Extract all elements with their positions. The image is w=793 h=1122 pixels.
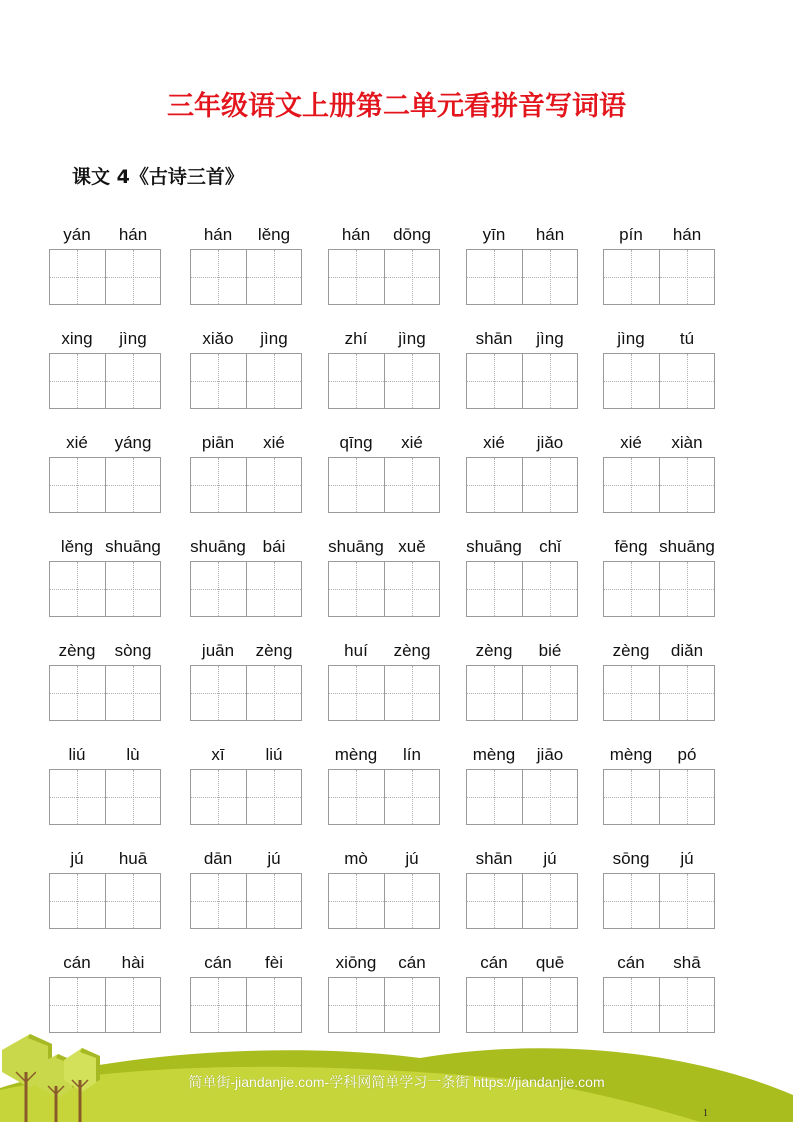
character-writing-cell[interactable] [659,666,714,720]
character-writing-cell[interactable] [105,562,160,616]
character-writing-cell[interactable] [384,666,439,720]
tianzige-box-pair [603,353,715,409]
character-writing-cell[interactable] [659,250,714,304]
lesson-heading: 课文 4《古诗三首》 [72,166,244,188]
pinyin-syllable-2: huā [118,849,148,868]
pinyin-label [603,849,715,873]
pinyin-label [328,537,440,561]
pinyin-label [466,641,578,665]
pinyin-syllable-1: zèng [475,641,513,660]
pinyin-syllable-2: xuě [398,537,426,556]
pinyin-label [466,953,578,977]
character-writing-cell[interactable] [191,250,246,304]
tianzige-box-pair [603,769,715,825]
character-writing-cell[interactable] [604,354,659,408]
character-writing-cell[interactable] [659,354,714,408]
pinyin-syllable-1: hán [203,225,233,244]
character-writing-cell[interactable] [384,458,439,512]
pinyin-label [466,537,578,561]
pinyin-syllable-1: cán [617,953,645,972]
tianzige-box-pair [328,873,440,929]
character-writing-cell[interactable] [522,458,577,512]
character-writing-cell[interactable] [604,666,659,720]
pinyin-syllable-2: cán [398,953,426,972]
pinyin-syllable-2: jìng [119,329,147,348]
character-writing-cell[interactable] [384,874,439,928]
tianzige-box-pair [466,561,578,617]
character-writing-cell[interactable] [246,770,301,824]
pinyin-syllable-1: mèng [334,745,378,764]
pinyin-label [328,849,440,873]
pinyin-syllable-1: yán [63,225,91,244]
character-writing-cell[interactable] [50,770,105,824]
pinyin-syllable-1: fēng [614,537,648,556]
tianzige-box-pair [190,353,302,409]
pinyin-syllable-2: diǎn [670,641,704,660]
pinyin-syllable-2: xié [263,433,285,452]
pinyin-syllable-2: zèng [255,641,293,660]
character-writing-cell[interactable] [50,666,105,720]
character-writing-cell[interactable] [522,562,577,616]
pinyin-syllable-2: jú [405,849,419,868]
word-row [0,745,793,849]
character-writing-cell[interactable] [105,666,160,720]
character-writing-cell[interactable] [467,770,522,824]
tianzige-box-pair [603,873,715,929]
character-writing-cell[interactable] [329,562,384,616]
pinyin-syllable-2: lù [126,745,140,764]
character-writing-cell[interactable] [522,250,577,304]
pinyin-syllable-1: lěng [60,537,94,556]
character-writing-cell[interactable] [191,666,246,720]
character-writing-cell[interactable] [191,354,246,408]
pinyin-syllable-1: xié [620,433,642,452]
tianzige-box-pair [603,665,715,721]
character-writing-cell[interactable] [522,770,577,824]
pinyin-label [190,849,302,873]
pinyin-syllable-1: pín [619,225,643,244]
tianzige-box-pair [466,457,578,513]
character-writing-cell[interactable] [105,770,160,824]
pinyin-label [49,953,161,977]
character-writing-cell[interactable] [105,354,160,408]
pinyin-syllable-1: jú [70,849,84,868]
pinyin-syllable-2: jiāo [536,745,564,764]
character-writing-cell[interactable] [604,874,659,928]
pinyin-syllable-2: hán [118,225,148,244]
tianzige-box-pair [466,249,578,305]
pinyin-syllable-1: shuāng [466,537,522,556]
pinyin-syllable-2: yáng [114,433,152,452]
pinyin-syllable-1: qīng [339,433,373,452]
pinyin-label [49,849,161,873]
word-row [0,537,793,641]
footer-watermark: 简单街-jiandanjie.com-学科网简单学习一条街 https://jiandanjie.com [188,1074,605,1090]
pinyin-syllable-1: hán [341,225,371,244]
pinyin-syllable-2: jìng [260,329,288,348]
pinyin-syllable-2: jìng [398,329,426,348]
character-writing-cell[interactable] [246,250,301,304]
pinyin-label [603,225,715,249]
character-writing-cell[interactable] [329,770,384,824]
pinyin-syllable-2: jú [680,849,694,868]
pinyin-syllable-2: hán [672,225,702,244]
character-writing-cell[interactable] [246,562,301,616]
pinyin-label [603,537,715,561]
word-row [0,225,793,329]
pinyin-label [190,329,302,353]
tianzige-box-pair [49,353,161,409]
tianzige-box-pair [328,249,440,305]
pinyin-label [466,329,578,353]
character-writing-cell[interactable] [384,354,439,408]
pinyin-syllable-2: pó [677,745,697,764]
tianzige-box-pair [466,665,578,721]
character-writing-cell[interactable] [50,354,105,408]
word-row [0,329,793,433]
tianzige-box-pair [190,249,302,305]
pinyin-label [190,537,302,561]
character-writing-cell[interactable] [467,666,522,720]
pinyin-syllable-2: shuāng [659,537,715,556]
pinyin-label [49,329,161,353]
tianzige-box-pair [603,561,715,617]
character-writing-cell[interactable] [105,874,160,928]
pinyin-syllable-1: jìng [617,329,645,348]
pinyin-syllable-2: lín [403,745,421,764]
tianzige-box-pair [328,561,440,617]
word-row [0,433,793,537]
pinyin-label [49,745,161,769]
pinyin-syllable-1: shān [475,329,513,348]
pinyin-syllable-2: lěng [257,225,291,244]
pinyin-syllable-1: zèng [58,641,96,660]
character-writing-cell[interactable] [50,458,105,512]
character-writing-cell[interactable] [246,458,301,512]
pinyin-syllable-1: yīn [482,225,506,244]
pinyin-syllable-1: mèng [472,745,516,764]
page-number: 1 [703,1108,708,1119]
pinyin-label [466,433,578,457]
pinyin-syllable-1: cán [204,953,232,972]
pinyin-label [49,537,161,561]
character-writing-cell[interactable] [659,562,714,616]
character-writing-cell[interactable] [329,250,384,304]
character-writing-cell[interactable] [604,770,659,824]
character-writing-cell[interactable] [246,666,301,720]
pinyin-syllable-2: xiàn [671,433,703,452]
word-row [0,849,793,953]
pinyin-label [190,745,302,769]
character-writing-cell[interactable] [191,770,246,824]
pinyin-label [603,745,715,769]
character-writing-cell[interactable] [384,770,439,824]
character-writing-cell[interactable] [467,562,522,616]
tianzige-box-pair [190,457,302,513]
pinyin-label [603,433,715,457]
pinyin-label [466,849,578,873]
character-writing-cell[interactable] [191,562,246,616]
word-row [0,641,793,745]
pinyin-syllable-1: xing [61,329,93,348]
character-writing-cell[interactable] [50,562,105,616]
tianzige-box-pair [328,769,440,825]
pinyin-syllable-2: quē [535,953,565,972]
pinyin-syllable-2: jiǎo [536,433,564,452]
character-writing-cell[interactable] [604,562,659,616]
pinyin-label [328,745,440,769]
pinyin-syllable-2: jú [543,849,557,868]
character-writing-cell[interactable] [191,458,246,512]
tianzige-box-pair [190,769,302,825]
pinyin-syllable-2: liú [265,745,283,764]
character-writing-cell[interactable] [384,250,439,304]
tianzige-box-pair [49,769,161,825]
character-writing-cell[interactable] [246,874,301,928]
tianzige-box-pair [466,873,578,929]
pinyin-syllable-1: zèng [612,641,650,660]
pinyin-syllable-2: jìng [536,329,564,348]
pinyin-label [190,953,302,977]
footer-hills-trees-illustration [0,1010,793,1122]
character-writing-cell[interactable] [50,250,105,304]
character-writing-cell[interactable] [191,874,246,928]
tianzige-box-pair [466,353,578,409]
character-writing-cell[interactable] [467,354,522,408]
pinyin-label [190,225,302,249]
tianzige-box-pair [190,665,302,721]
pinyin-syllable-1: huí [344,641,368,660]
pinyin-syllable-1: mò [344,849,368,868]
character-writing-cell[interactable] [467,250,522,304]
pinyin-syllable-2: chǐ [539,537,561,556]
pinyin-label [49,641,161,665]
pinyin-syllable-2: xié [401,433,423,452]
tianzige-box-pair [603,249,715,305]
pinyin-label [328,641,440,665]
character-writing-cell[interactable] [50,874,105,928]
character-writing-cell[interactable] [659,770,714,824]
pinyin-syllable-1: piān [201,433,235,452]
pinyin-label [49,433,161,457]
character-writing-cell[interactable] [522,874,577,928]
pinyin-label [328,953,440,977]
tianzige-box-pair [328,353,440,409]
pinyin-label [603,641,715,665]
pinyin-syllable-2: zèng [393,641,431,660]
tianzige-box-pair [190,873,302,929]
pinyin-syllable-2: bái [262,537,286,556]
pinyin-syllable-1: xiōng [335,953,377,972]
pinyin-label [603,953,715,977]
tianzige-box-pair [328,457,440,513]
character-writing-cell[interactable] [105,458,160,512]
pinyin-syllable-2: fèi [265,953,283,972]
character-writing-cell[interactable] [329,354,384,408]
character-writing-cell[interactable] [105,250,160,304]
tianzige-box-pair [466,769,578,825]
pinyin-label [190,433,302,457]
character-writing-cell[interactable] [522,666,577,720]
pinyin-syllable-2: jú [267,849,281,868]
pinyin-syllable-1: cán [63,953,91,972]
pinyin-syllable-1: juān [201,641,235,660]
character-writing-cell[interactable] [604,250,659,304]
character-writing-cell[interactable] [329,874,384,928]
pinyin-syllable-2: sòng [114,641,152,660]
pinyin-syllable-1: zhí [344,329,368,348]
tianzige-box-pair [49,561,161,617]
worksheet-title: 三年级语文上册第二单元看拼音写词语 [167,91,626,122]
pinyin-syllable-1: xī [211,745,225,764]
pinyin-syllable-2: hài [121,953,145,972]
pinyin-syllable-1: sōng [612,849,650,868]
pinyin-label [466,225,578,249]
pinyin-label [328,433,440,457]
pinyin-syllable-1: xié [483,433,505,452]
pinyin-syllable-2: shā [673,953,701,972]
tianzige-box-pair [49,665,161,721]
character-writing-cell[interactable] [467,874,522,928]
pinyin-syllable-1: xiǎo [202,329,234,348]
character-writing-cell[interactable] [384,562,439,616]
character-writing-cell[interactable] [329,458,384,512]
character-writing-cell[interactable] [604,458,659,512]
character-writing-cell[interactable] [522,354,577,408]
character-writing-cell[interactable] [329,666,384,720]
tianzige-box-pair [49,873,161,929]
character-writing-cell[interactable] [659,458,714,512]
pinyin-syllable-1: cán [480,953,508,972]
character-writing-cell[interactable] [246,354,301,408]
pinyin-syllable-1: shān [475,849,513,868]
pinyin-label [466,745,578,769]
pinyin-syllable-2: hán [535,225,565,244]
pinyin-syllable-2: tú [679,329,695,348]
pinyin-syllable-1: liú [68,745,86,764]
pinyin-syllable-1: mèng [609,745,653,764]
tianzige-box-pair [190,561,302,617]
pinyin-label [190,641,302,665]
tianzige-box-pair [603,457,715,513]
tianzige-box-pair [328,665,440,721]
pinyin-label [603,329,715,353]
pinyin-syllable-2: dōng [393,225,431,244]
pinyin-label [49,225,161,249]
pinyin-label [328,329,440,353]
pinyin-syllable-1: shuāng [328,537,384,556]
character-writing-cell[interactable] [467,458,522,512]
pinyin-syllable-2: bié [538,641,562,660]
pinyin-syllable-1: xié [66,433,88,452]
pinyin-syllable-1: dān [203,849,233,868]
character-writing-cell[interactable] [659,874,714,928]
pinyin-label [328,225,440,249]
tianzige-box-pair [49,457,161,513]
pinyin-syllable-2: shuāng [105,537,161,556]
tianzige-box-pair [49,249,161,305]
pinyin-syllable-1: shuāng [190,537,246,556]
